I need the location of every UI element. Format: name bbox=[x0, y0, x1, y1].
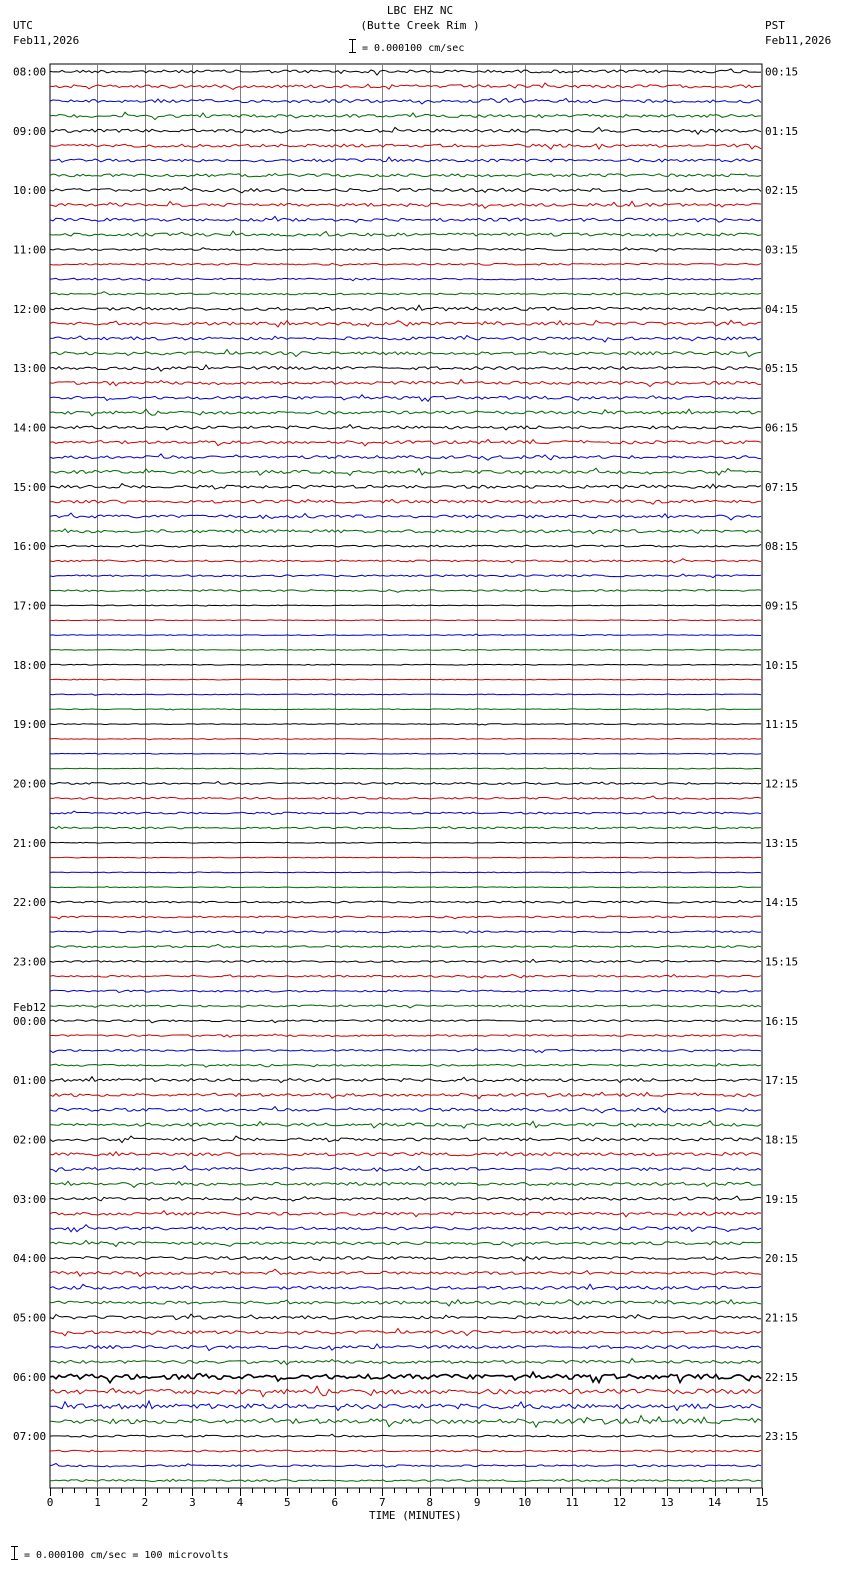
trace-row bbox=[50, 1284, 761, 1290]
x-tick-label: 5 bbox=[283, 1496, 291, 1509]
utc-hour-label: 08:00 bbox=[13, 65, 47, 79]
scale-label: = 0.000100 cm/sec bbox=[362, 43, 465, 54]
footer-scale-bottom bbox=[11, 1559, 18, 1560]
utc-date: Feb11,2026 bbox=[13, 34, 80, 47]
trace-row bbox=[50, 1107, 761, 1113]
pst-hour-label: 15:15 bbox=[765, 955, 799, 969]
trace-row bbox=[50, 842, 761, 843]
trace-row bbox=[50, 857, 761, 858]
pst-date: Feb11,2026 bbox=[765, 34, 832, 47]
trace-row bbox=[50, 1034, 761, 1037]
pst-hour-label: 05:15 bbox=[765, 362, 799, 376]
trace-row bbox=[50, 174, 761, 177]
station-title: LBC EHZ NC bbox=[386, 4, 454, 17]
utc-hour-label: 13:00 bbox=[13, 362, 47, 376]
pst-hour-label: 07:15 bbox=[765, 480, 799, 494]
trace-row bbox=[50, 709, 761, 711]
trace-row bbox=[50, 1359, 761, 1365]
pst-hour-label: 01:15 bbox=[765, 124, 799, 138]
trace-row bbox=[50, 529, 761, 534]
trace-row bbox=[50, 127, 761, 134]
trace-row bbox=[50, 1257, 761, 1261]
trace-row bbox=[50, 187, 761, 193]
trace-row bbox=[50, 231, 761, 236]
trace-row bbox=[50, 1434, 761, 1437]
trace-row bbox=[50, 112, 761, 119]
station-site: (Butte Creek Rim ) bbox=[360, 19, 480, 32]
utc-hour-label: 21:00 bbox=[13, 836, 47, 850]
x-tick-label: 4 bbox=[236, 1496, 244, 1509]
trace-row bbox=[50, 739, 761, 740]
pst-hour-label: 11:15 bbox=[765, 718, 799, 732]
x-tick-label: 0 bbox=[46, 1496, 54, 1509]
trace-row bbox=[50, 468, 761, 475]
pst-hour-label: 16:15 bbox=[765, 1014, 799, 1028]
utc-hour-label: 02:00 bbox=[13, 1133, 47, 1147]
trace-row bbox=[50, 694, 761, 695]
pst-hour-label: 19:15 bbox=[765, 1192, 799, 1206]
trace-row bbox=[50, 959, 761, 962]
pst-hour-label: 14:15 bbox=[765, 896, 799, 910]
pst-hour-label: 18:15 bbox=[765, 1133, 799, 1147]
x-tick-label: 14 bbox=[707, 1496, 722, 1509]
utc-hour-label: 14:00 bbox=[13, 421, 47, 435]
trace-row bbox=[50, 83, 761, 89]
trace-row bbox=[50, 1329, 761, 1336]
trace-row bbox=[50, 1269, 761, 1276]
trace-row bbox=[50, 320, 761, 327]
trace-row bbox=[50, 990, 761, 993]
footer-scale-icon bbox=[14, 1546, 15, 1560]
x-tick-label: 3 bbox=[189, 1496, 196, 1509]
utc-hour-label: 15:00 bbox=[13, 480, 47, 494]
trace-row bbox=[50, 1240, 761, 1246]
pst-label: PST bbox=[765, 19, 785, 32]
pst-hour-label: 09:15 bbox=[765, 599, 799, 613]
x-tick-label: 1 bbox=[94, 1496, 101, 1509]
trace-row bbox=[50, 1225, 761, 1232]
pst-hour-label: 22:15 bbox=[765, 1370, 799, 1384]
trace-row bbox=[50, 1211, 761, 1217]
trace-row bbox=[50, 886, 761, 888]
trace-row bbox=[50, 216, 761, 222]
trace-row bbox=[50, 1166, 761, 1172]
footer-scale-note: = 0.000100 cm/sec = 100 microvolts bbox=[24, 1550, 229, 1561]
footer-scale-top bbox=[11, 1546, 18, 1547]
trace-row bbox=[50, 1152, 761, 1156]
utc-hour-label: 11:00 bbox=[13, 243, 47, 257]
utc-hour-label: 07:00 bbox=[13, 1430, 47, 1444]
trace-row bbox=[50, 1372, 761, 1383]
pst-hour-label: 04:15 bbox=[765, 302, 799, 316]
pst-hour-label: 13:15 bbox=[765, 836, 799, 850]
utc-hour-label: 03:00 bbox=[13, 1192, 47, 1206]
trace-row bbox=[50, 649, 761, 650]
x-tick-label: 8 bbox=[426, 1496, 434, 1509]
trace-row bbox=[50, 395, 761, 402]
trace-row bbox=[50, 350, 761, 357]
trace-row bbox=[50, 975, 761, 979]
utc-hour-label: 01:00 bbox=[13, 1074, 47, 1088]
pst-hour-label: 12:15 bbox=[765, 777, 799, 791]
trace-row bbox=[50, 248, 761, 252]
utc-hour-label: 05:00 bbox=[13, 1311, 47, 1325]
trace-row bbox=[50, 1181, 761, 1187]
trace-row bbox=[50, 499, 761, 504]
trace-row bbox=[50, 872, 761, 873]
trace-row bbox=[50, 440, 761, 446]
trace-row bbox=[50, 1136, 761, 1143]
trace-row bbox=[50, 559, 761, 563]
pst-hour-label: 02:15 bbox=[765, 184, 799, 198]
trace-row bbox=[50, 753, 761, 754]
utc-hour-label: 12:00 bbox=[13, 302, 47, 316]
trace-row bbox=[50, 98, 761, 104]
trace-row bbox=[50, 365, 761, 371]
utc-hour-label: 00:00 bbox=[13, 1014, 47, 1028]
trace-row bbox=[50, 944, 761, 947]
trace-row bbox=[50, 409, 761, 416]
pst-hour-label: 21:15 bbox=[765, 1311, 799, 1325]
utc-hour-label: 20:00 bbox=[13, 777, 47, 791]
x-tick-label: 7 bbox=[378, 1496, 386, 1509]
utc-hour-label: 10:00 bbox=[13, 184, 47, 198]
trace-row bbox=[50, 336, 761, 342]
trace-row bbox=[50, 1064, 761, 1068]
x-tick-label: 13 bbox=[660, 1496, 674, 1509]
trace-row bbox=[50, 1121, 761, 1128]
x-tick-label: 2 bbox=[141, 1496, 149, 1509]
pst-hour-label: 00:15 bbox=[765, 65, 799, 79]
trace-row bbox=[50, 900, 761, 903]
x-tick-label: 6 bbox=[331, 1496, 339, 1509]
utc-hour-label: 06:00 bbox=[13, 1370, 47, 1384]
pst-hour-label: 08:15 bbox=[765, 540, 799, 554]
trace-row bbox=[50, 782, 761, 785]
trace-row bbox=[50, 620, 761, 621]
x-tick-label: 12 bbox=[612, 1496, 627, 1509]
trace-row bbox=[50, 380, 761, 387]
trace-row bbox=[50, 425, 761, 430]
trace-row bbox=[50, 811, 761, 814]
trace-row bbox=[50, 1196, 761, 1201]
utc-hour-label: 18:00 bbox=[13, 658, 47, 672]
trace-row bbox=[50, 574, 761, 578]
trace-row bbox=[50, 1401, 761, 1411]
trace-row bbox=[50, 157, 761, 162]
trace-row bbox=[50, 931, 761, 934]
trace-row bbox=[50, 144, 761, 149]
trace-row bbox=[50, 278, 761, 281]
pst-hour-label: 03:15 bbox=[765, 243, 799, 257]
x-axis-title: TIME (MINUTES) bbox=[369, 1509, 462, 1522]
trace-row bbox=[50, 69, 761, 75]
trace-row bbox=[50, 544, 761, 547]
pst-hour-label: 23:15 bbox=[765, 1430, 799, 1444]
x-tick-label: 11 bbox=[565, 1496, 579, 1509]
trace-row bbox=[50, 263, 761, 266]
trace-row bbox=[50, 454, 761, 460]
pst-hour-label: 17:15 bbox=[765, 1074, 799, 1088]
trace-row bbox=[50, 634, 761, 636]
trace-row bbox=[50, 1049, 761, 1053]
trace-row bbox=[50, 1020, 761, 1023]
trace-row bbox=[50, 513, 761, 520]
trace-row bbox=[50, 1344, 761, 1351]
trace-row bbox=[50, 1092, 761, 1098]
trace-row bbox=[50, 1479, 761, 1481]
utc-hour-label: 16:00 bbox=[13, 540, 47, 554]
x-tick-label: 9 bbox=[473, 1496, 481, 1509]
trace-row bbox=[50, 1005, 761, 1008]
utc-hour-label: 09:00 bbox=[13, 124, 47, 138]
trace-row bbox=[50, 201, 761, 208]
trace-row bbox=[50, 305, 761, 311]
x-tick-label: 15 bbox=[755, 1496, 769, 1509]
utc-hour-label: 17:00 bbox=[13, 599, 47, 613]
plot-frame bbox=[50, 64, 762, 1488]
trace-row bbox=[50, 1300, 761, 1306]
trace-row bbox=[50, 1464, 761, 1468]
pst-hour-label: 06:15 bbox=[765, 421, 799, 435]
trace-row bbox=[50, 292, 761, 295]
trace-row bbox=[50, 1314, 761, 1320]
trace-row bbox=[50, 796, 761, 800]
trace-row bbox=[50, 605, 761, 606]
pst-hour-label: 20:15 bbox=[765, 1252, 799, 1266]
trace-row bbox=[50, 916, 761, 919]
trace-row bbox=[50, 679, 761, 680]
trace-row bbox=[50, 590, 761, 593]
date-change-label: Feb12 bbox=[13, 1000, 47, 1014]
trace-row bbox=[50, 1386, 761, 1397]
utc-hour-label: 23:00 bbox=[13, 955, 47, 969]
trace-row bbox=[50, 664, 761, 665]
trace-row bbox=[50, 1077, 761, 1083]
pst-hour-label: 10:15 bbox=[765, 658, 799, 672]
utc-hour-label: 22:00 bbox=[13, 896, 47, 910]
trace-row bbox=[50, 768, 761, 769]
trace-row bbox=[50, 826, 761, 828]
trace-row bbox=[50, 484, 761, 490]
trace-row bbox=[50, 1416, 761, 1428]
utc-hour-label: 19:00 bbox=[13, 718, 47, 732]
trace-row bbox=[50, 724, 761, 725]
trace-row bbox=[50, 1450, 761, 1452]
utc-hour-label: 04:00 bbox=[13, 1252, 47, 1266]
utc-label: UTC bbox=[13, 19, 33, 32]
x-tick-label: 10 bbox=[518, 1496, 532, 1509]
